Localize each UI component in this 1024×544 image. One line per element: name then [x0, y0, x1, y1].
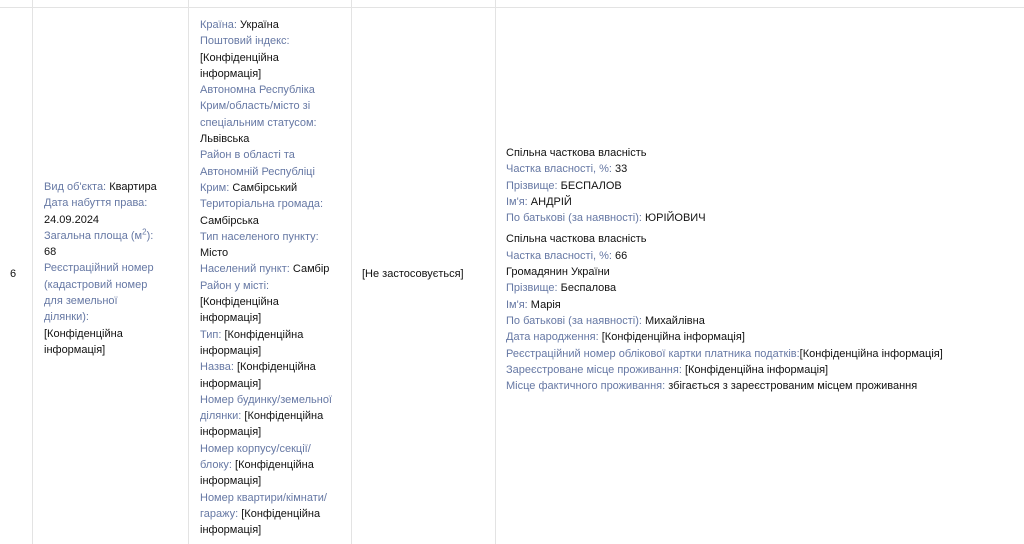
object-type-label: Вид об'єкта:: [44, 181, 107, 193]
region-value: Львівська: [200, 133, 250, 146]
surname-value: Беспалова: [560, 282, 617, 295]
row-top-border: [0, 7, 1024, 8]
acquire-date-value: 24.09.2024: [44, 213, 100, 226]
apartment-number-value: [Конфіденційна інформація]: [200, 507, 321, 537]
tax-number-value: [Конфіденційна інформація]: [799, 347, 943, 360]
street-type-value: [Конфіденційна інформація]: [200, 328, 304, 357]
settlement-label: Населений пункт:: [200, 263, 290, 276]
owner-block: [506, 145, 1016, 226]
owner-block: [506, 231, 1016, 394]
street-type-label: Тип:: [200, 328, 222, 341]
total-area-label: Загальна площа $(м^2)$:: [44, 227, 154, 242]
house-number-value: [Конфіденційна інформація]: [200, 410, 324, 439]
ownership-type: Спільна часткова власність: [506, 147, 647, 159]
country-value: Україна: [240, 19, 279, 31]
address-cell: [200, 17, 345, 539]
tax-number-label: Реєстраційний номер облікової картки платника податків:: [506, 347, 800, 360]
settlement-value: Самбір: [292, 263, 330, 276]
surname-value: БЕСПАЛОВ: [560, 179, 622, 192]
patronymic-label: По батькові (за наявності):: [506, 314, 642, 327]
country-label: Країна:: [200, 19, 237, 31]
registration-number-value: [Конфіденційна інформація]: [44, 327, 123, 356]
owners-cell: [506, 145, 1016, 394]
share-value: 33: [615, 163, 628, 176]
region-label: Автономна Республіка Крим/область/місто зі спеціальним статусом:: [200, 84, 317, 129]
patronymic-label: По батькові (за наявності):: [506, 212, 642, 225]
street-name-line: [200, 359, 325, 392]
district-value: Самбірський: [232, 181, 298, 194]
actual-residence-label: Місце фактичного проживання:: [506, 380, 666, 393]
cost-value: [Не застосовується]: [362, 268, 464, 280]
settlement-type-label: Тип населеного пункту:: [200, 230, 319, 243]
apartment-number-label: Номер квартири/кімнати/гаражу:: [200, 491, 327, 520]
street-type-line: [200, 327, 325, 360]
street-name-label: Назва:: [200, 361, 234, 374]
column-divider: [495, 0, 496, 544]
registered-residence-value: [Конфіденційна інформація]: [684, 363, 829, 376]
district-label: Район в області та Автономній Республіці Крим:: [200, 149, 315, 194]
house-number-label: Номер будинку/земельної ділянки:: [200, 393, 332, 423]
registration-number-label: Реєстраційний номер (кадастровий номер для земельної ділянки):: [44, 262, 154, 324]
birth-date-value: [Конфіденційна інформація]: [601, 331, 745, 344]
house-number-line: [200, 392, 342, 441]
column-divider: [188, 0, 189, 544]
postal-code-value: [Конфіденційна інформація]: [200, 51, 279, 80]
street-name-value: [Конфіденційна інформація]: [200, 361, 316, 390]
column-divider: [351, 0, 352, 544]
acquire-date-label: Дата набуття права:: [44, 197, 148, 210]
apartment-number-line: [200, 490, 342, 539]
object-info-cell: [44, 179, 174, 358]
actual-residence-value: збігається з зареєстрованим місцем проживання: [668, 380, 918, 393]
citizenship-value: Громадянин України: [506, 266, 610, 279]
block-number-line: [200, 441, 325, 490]
surname-label: Прізвище:: [506, 282, 558, 295]
community-label: Територіальна громада:: [200, 198, 324, 211]
name-label: Ім'я:: [506, 298, 528, 311]
community-value: Самбірська: [200, 214, 259, 227]
surname-label: Прізвище:: [506, 179, 558, 192]
postal-code-label: Поштовий індекс:: [200, 35, 290, 48]
ownership-type: Спільна часткова власність: [506, 233, 647, 246]
settlement-type-value: Місто: [200, 247, 229, 260]
block-number-value: [Конфіденційна інформація]: [200, 459, 314, 488]
city-district-label: Район у місті:: [200, 279, 270, 292]
share-label: Частка власності, %:: [506, 249, 612, 262]
column-divider: [32, 0, 33, 544]
city-district-value: [Конфіденційна інформація]: [200, 296, 279, 325]
district-line: [200, 147, 325, 196]
patronymic-value: Михайлівна: [645, 314, 705, 327]
name-value: АНДРІЙ: [530, 195, 572, 208]
object-type-value: Квартира: [109, 181, 157, 193]
block-number-label: Номер корпусу/секції/блоку:: [200, 442, 311, 472]
registered-residence-label: Зареєстроване місце проживання:: [506, 363, 682, 376]
name-value: Марія: [530, 298, 561, 311]
share-label: Частка власності, %:: [506, 163, 612, 176]
patronymic-value: ЮРІЙОВИЧ: [645, 212, 706, 225]
share-value: 66: [615, 249, 628, 262]
row-number: 6: [10, 268, 17, 280]
name-label: Ім'я:: [506, 195, 528, 208]
total-area-value: 68: [44, 246, 57, 259]
birth-date-label: Дата народження:: [506, 331, 599, 344]
